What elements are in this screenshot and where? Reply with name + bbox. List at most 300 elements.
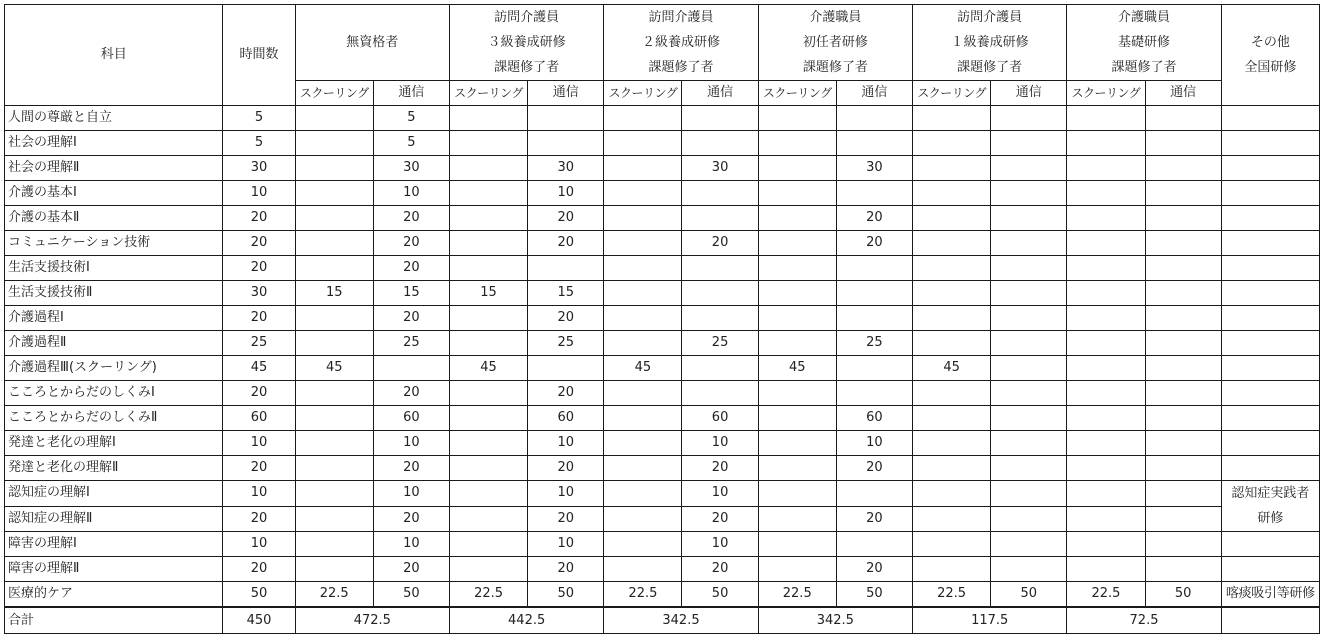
hours-value-cell [1067,506,1145,532]
hours-cell: 10 [223,481,295,507]
hours-value-cell: 45 [758,356,836,381]
hours-value-cell [449,256,527,281]
hours-cell: 45 [223,356,295,381]
group-header-line: 介護職員 [1118,10,1171,25]
hours-value-cell [682,206,758,231]
subject-cell: 障害の理解Ⅰ [5,532,223,557]
sub-header-correspondence: 通信 [682,81,758,106]
hours-value-cell [991,231,1067,256]
sub-header-correspondence: 通信 [373,81,449,106]
hours-value-cell [913,331,991,356]
hours-value-cell [836,356,912,381]
hours-value-cell [991,281,1067,306]
hours-value-cell: 50 [528,582,604,608]
hours-cell: 20 [223,256,295,281]
hours-value-cell [836,181,912,206]
hours-value-cell: 25 [682,331,758,356]
other-training-cell [1221,306,1319,331]
hours-value-cell [991,206,1067,231]
hours-value-cell [449,381,527,406]
hours-value-cell: 20 [682,557,758,582]
hours-value-cell [1067,106,1145,131]
hours-value-cell [682,181,758,206]
hours-value-cell [604,481,682,507]
hours-value-cell [449,231,527,256]
hours-value-cell [913,506,991,532]
hours-header: 時間数 [223,5,295,106]
hours-value-cell: 20 [373,381,449,406]
hours-value-cell: 20 [528,557,604,582]
hours-value-cell: 20 [528,456,604,481]
hours-cell: 20 [223,456,295,481]
total-group-value: 342.5 [758,607,912,634]
table-row [5,156,1320,181]
group-header-basic [1067,5,1221,81]
hours-value-cell [295,331,373,356]
hours-value-cell [1145,557,1221,582]
hours-value-cell [449,431,527,456]
hours-value-cell [1067,331,1145,356]
hours-value-cell: 30 [836,156,912,181]
hours-value-cell [991,356,1067,381]
total-group-value: 472.5 [295,607,449,634]
hours-value-cell: 10 [373,431,449,456]
hours-value-cell: 10 [373,181,449,206]
hours-value-cell [604,456,682,481]
group-header-initial [758,5,912,81]
hours-value-cell [913,306,991,331]
hours-value-cell: 30 [528,156,604,181]
hours-value-cell [913,206,991,231]
hours-value-cell [449,506,527,532]
hours-value-cell [1145,181,1221,206]
hours-value-cell [758,181,836,206]
hours-value-cell [991,306,1067,331]
hours-value-cell [913,431,991,456]
hours-value-cell: 20 [836,506,912,532]
table-row [5,281,1320,306]
hours-value-cell [758,431,836,456]
group-header-line: 課題修了者 [494,60,560,75]
hours-value-cell [836,281,912,306]
hours-value-cell [913,481,991,507]
hours-value-cell [758,131,836,156]
hours-value-cell [295,106,373,131]
hours-value-cell: 20 [682,456,758,481]
hours-value-cell [295,131,373,156]
hours-value-cell: 10 [682,532,758,557]
hours-cell: 10 [223,431,295,456]
hours-value-cell: 10 [682,431,758,456]
subject-cell: 介護の基本Ⅰ [5,181,223,206]
hours-value-cell [758,206,836,231]
hours-value-cell [449,532,527,557]
hours-value-cell: 15 [373,281,449,306]
hours-value-cell [1067,281,1145,306]
hours-value-cell [295,156,373,181]
hours-value-cell: 20 [373,256,449,281]
hours-cell: 5 [223,106,295,131]
hours-value-cell [604,281,682,306]
group-header-other [1221,5,1319,106]
hours-value-cell [682,356,758,381]
hours-value-cell [758,106,836,131]
hours-value-cell [1145,156,1221,181]
hours-value-cell: 45 [295,356,373,381]
hours-value-cell [295,557,373,582]
table-row [5,331,1320,356]
hours-value-cell [528,256,604,281]
hours-value-cell: 22.5 [449,582,527,608]
hours-value-cell: 25 [836,331,912,356]
other-training-cell [1221,456,1319,481]
group-header-level1 [913,5,1067,81]
hours-value-cell [1145,281,1221,306]
hours-value-cell [991,331,1067,356]
subject-cell: 発達と老化の理解Ⅱ [5,456,223,481]
subject-cell: 社会の理解Ⅱ [5,156,223,181]
hours-value-cell [836,532,912,557]
hours-value-cell [758,231,836,256]
hours-value-cell: 15 [449,281,527,306]
hours-value-cell [1145,131,1221,156]
table-row [5,206,1320,231]
group-header-line: 全国研修 [1244,60,1297,75]
hours-value-cell [604,532,682,557]
hours-value-cell [1067,131,1145,156]
hours-value-cell [295,406,373,431]
hours-value-cell [1067,156,1145,181]
group-header-unqualified [295,5,449,81]
hours-value-cell [1067,456,1145,481]
hours-value-cell: 20 [528,381,604,406]
hours-value-cell [913,381,991,406]
table-row [5,131,1320,156]
hours-cell: 25 [223,331,295,356]
hours-value-cell [758,156,836,181]
hours-value-cell [682,106,758,131]
hours-value-cell [449,331,527,356]
hours-value-cell [682,131,758,156]
table-row [5,431,1320,456]
group-header-level3 [449,5,603,81]
hours-value-cell [295,306,373,331]
hours-value-cell [1067,381,1145,406]
hours-value-cell [913,281,991,306]
subject-cell: コミュニケーション技術 [5,231,223,256]
hours-value-cell: 10 [528,481,604,507]
other-training-cell [1221,532,1319,557]
hours-value-cell: 50 [373,582,449,608]
hours-value-cell [913,532,991,557]
hours-value-cell [295,206,373,231]
hours-value-cell: 60 [836,406,912,431]
subject-cell: 人間の尊厳と自立 [5,106,223,131]
hours-value-cell [758,281,836,306]
hours-value-cell [295,456,373,481]
hours-value-cell [449,206,527,231]
subject-cell: こころとからだのしくみⅠ [5,381,223,406]
subject-cell: 社会の理解Ⅰ [5,131,223,156]
subject-cell: 介護過程Ⅱ [5,331,223,356]
hours-value-cell [449,156,527,181]
hours-value-cell [758,381,836,406]
hours-value-cell: 10 [528,532,604,557]
table-row [5,356,1320,381]
hours-value-cell [373,356,449,381]
hours-value-cell [604,206,682,231]
hours-value-cell: 10 [373,481,449,507]
hours-value-cell: 15 [528,281,604,306]
hours-value-cell [913,406,991,431]
hours-value-cell [528,356,604,381]
hours-value-cell [836,256,912,281]
hours-value-cell [1145,106,1221,131]
hours-value-cell: 20 [373,506,449,532]
hours-value-cell [913,131,991,156]
hours-value-cell [1145,206,1221,231]
other-note-line: 研修 [1257,511,1284,526]
hours-value-cell [758,532,836,557]
group-header-line: その他 [1250,35,1290,50]
hours-value-cell: 20 [528,231,604,256]
hours-value-cell: 5 [373,131,449,156]
hours-cell: 20 [223,506,295,532]
group-header-line: 介護職員 [809,10,862,25]
sub-header-schooling: スクーリング [449,81,527,106]
subject-cell: 認知症の理解Ⅱ [5,506,223,532]
hours-value-cell [604,256,682,281]
hours-value-cell [991,131,1067,156]
hours-value-cell [682,306,758,331]
hours-value-cell [1067,481,1145,507]
hours-value-cell [1067,431,1145,456]
hours-value-cell: 20 [528,306,604,331]
hours-value-cell [528,106,604,131]
hours-value-cell [604,156,682,181]
hours-cell: 60 [223,406,295,431]
table-body [5,106,1320,634]
hours-value-cell [836,381,912,406]
hours-cell: 20 [223,231,295,256]
other-training-cell [1221,557,1319,582]
hours-value-cell: 25 [528,331,604,356]
hours-value-cell [604,406,682,431]
group-header-line: ２級養成研修 [641,35,720,50]
hours-value-cell [1067,256,1145,281]
hours-cell: 30 [223,281,295,306]
hours-value-cell: 22.5 [758,582,836,608]
hours-value-cell: 45 [604,356,682,381]
hours-value-cell: 10 [682,481,758,507]
hours-value-cell: 20 [836,206,912,231]
hours-value-cell: 30 [373,156,449,181]
hours-value-cell [758,506,836,532]
hours-value-cell [836,131,912,156]
group-header-line: 課題修了者 [648,60,714,75]
other-training-cell [1221,331,1319,356]
sub-header-schooling: スクーリング [758,81,836,106]
subject-cell: 生活支援技術Ⅰ [5,256,223,281]
hours-value-cell [604,331,682,356]
hours-cell: 50 [223,582,295,608]
hours-value-cell [1145,406,1221,431]
hours-value-cell: 22.5 [295,582,373,608]
subject-cell: 障害の理解Ⅱ [5,557,223,582]
hours-value-cell: 20 [836,456,912,481]
hours-value-cell [449,306,527,331]
hours-value-cell [1145,431,1221,456]
other-training-cell [1221,181,1319,206]
hours-value-cell [758,406,836,431]
hours-value-cell [295,431,373,456]
total-group-value: 72.5 [1067,607,1221,634]
sub-header-schooling: スクーリング [913,81,991,106]
hours-value-cell [1145,481,1221,507]
hours-value-cell [449,456,527,481]
hours-value-cell [991,156,1067,181]
group-header-line: 課題修了者 [802,60,868,75]
hours-value-cell [758,331,836,356]
table-row [5,106,1320,131]
hours-value-cell [604,181,682,206]
hours-value-cell [682,381,758,406]
hours-value-cell [604,306,682,331]
hours-value-cell [1145,532,1221,557]
hours-value-cell: 60 [682,406,758,431]
hours-value-cell [913,256,991,281]
group-header-line: 課題修了者 [957,60,1023,75]
table-row [5,406,1320,431]
table-row [5,582,1320,608]
hours-value-cell [528,131,604,156]
total-group-value: 117.5 [913,607,1067,634]
hours-value-cell [991,481,1067,507]
group-header-line: 訪問介護員 [494,10,560,25]
other-training-cell [1221,206,1319,231]
group-header-line: 訪問介護員 [957,10,1023,25]
hours-value-cell [1067,181,1145,206]
sub-header-correspondence: 通信 [991,81,1067,106]
subject-cell: 介護過程Ⅰ [5,306,223,331]
hours-value-cell [1145,381,1221,406]
hours-value-cell [913,456,991,481]
hours-value-cell [991,557,1067,582]
other-training-cell [1221,356,1319,381]
hours-value-cell [604,131,682,156]
hours-value-cell: 50 [836,582,912,608]
hours-value-cell [295,481,373,507]
hours-value-cell [1067,306,1145,331]
hours-value-cell [449,131,527,156]
hours-value-cell [682,281,758,306]
hours-value-cell [1145,356,1221,381]
other-training-cell [1221,131,1319,156]
hours-value-cell [449,181,527,206]
table-row [5,181,1320,206]
hours-value-cell [449,106,527,131]
sub-header-correspondence: 通信 [1145,81,1221,106]
hours-cell: 5 [223,131,295,156]
sub-header-schooling: スクーリング [604,81,682,106]
hours-value-cell [295,532,373,557]
hours-value-cell: 20 [373,231,449,256]
hours-value-cell [991,456,1067,481]
hours-value-cell: 20 [682,231,758,256]
total-label: 合計 [5,607,223,634]
hours-value-cell: 20 [373,206,449,231]
hours-value-cell [682,256,758,281]
hours-value-cell [295,231,373,256]
subject-cell: 医療的ケア [5,582,223,608]
group-header-line: 初任者研修 [802,35,868,50]
hours-value-cell [449,406,527,431]
hours-value-cell [1145,506,1221,532]
other-training-cell [1221,106,1319,131]
hours-value-cell: 5 [373,106,449,131]
hours-value-cell [295,256,373,281]
other-training-cell [1221,156,1319,181]
other-training-cell [1221,231,1319,256]
group-header-level2 [604,5,758,81]
hours-value-cell [1067,406,1145,431]
hours-value-cell [991,532,1067,557]
subject-cell: 介護の基本Ⅱ [5,206,223,231]
sub-header-schooling: スクーリング [295,81,373,106]
hours-value-cell [991,381,1067,406]
hours-value-cell [604,381,682,406]
hours-cell: 10 [223,181,295,206]
other-note-line: 認知症実践者 [1231,486,1310,501]
hours-value-cell: 10 [528,431,604,456]
hours-value-cell [991,256,1067,281]
hours-cell: 20 [223,306,295,331]
hours-value-cell: 45 [913,356,991,381]
total-row [5,607,1320,634]
group-header-line: 訪問介護員 [648,10,714,25]
hours-value-cell [991,431,1067,456]
hours-value-cell: 10 [836,431,912,456]
total-group-value: 342.5 [604,607,758,634]
hours-value-cell: 20 [373,306,449,331]
hours-value-cell [913,106,991,131]
hours-value-cell [295,381,373,406]
hours-value-cell [1067,356,1145,381]
table-row [5,456,1320,481]
hours-value-cell: 10 [528,181,604,206]
hours-value-cell [1067,206,1145,231]
table-row [5,506,1320,532]
table-row [5,557,1320,582]
hours-value-cell [604,506,682,532]
hours-value-cell [913,231,991,256]
hours-value-cell [836,306,912,331]
hours-value-cell [836,481,912,507]
total-group-value: 442.5 [449,607,603,634]
group-header-line: 無資格者 [346,35,399,50]
hours-value-cell [604,106,682,131]
hours-value-cell: 22.5 [1067,582,1145,608]
subject-cell: 介護過程Ⅲ(スクーリング) [5,356,223,381]
hours-value-cell: 20 [682,506,758,532]
subject-cell: 発達と老化の理解Ⅰ [5,431,223,456]
hours-value-cell [1067,557,1145,582]
hours-cell: 20 [223,557,295,582]
curriculum-table [4,4,1320,634]
hours-value-cell [1067,532,1145,557]
hours-value-cell [1145,331,1221,356]
other-training-cell [1221,381,1319,406]
